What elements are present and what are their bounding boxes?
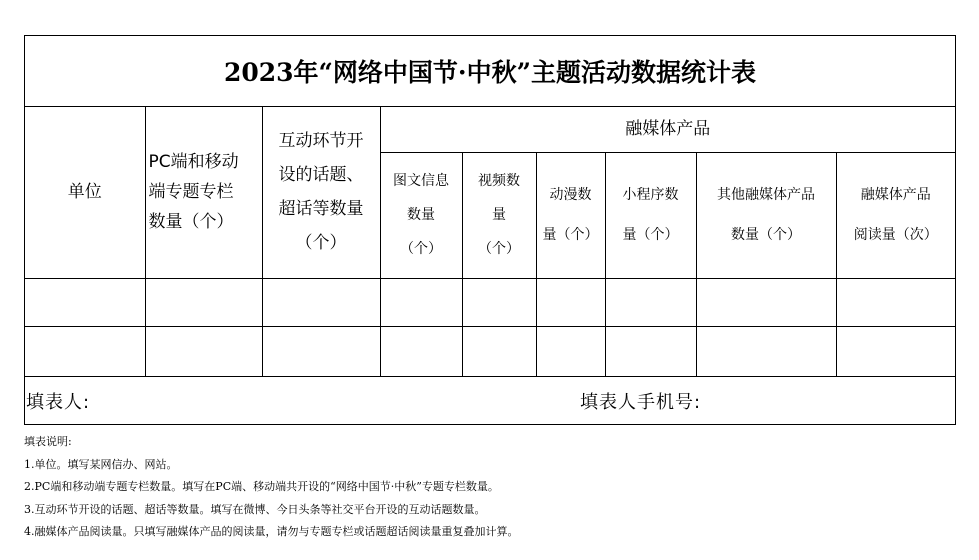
table-cell[interactable]	[536, 278, 605, 326]
header-pc-mobile-columns: PC端和移动 端专题专栏 数量（个）	[145, 106, 262, 278]
table-cell[interactable]	[696, 326, 836, 376]
note-item: 2.PC端和移动端专题专栏数量。填写在PC端、移动端共开设的“网络中国节·中秋”专题专栏数量。	[24, 480, 499, 493]
table-cell[interactable]	[462, 326, 536, 376]
table-cell[interactable]	[536, 326, 605, 376]
statistics-table	[25, 106, 955, 377]
form-title: 2023年“网络中国节·中秋”主题活动数据统计表	[25, 36, 955, 107]
table-cell[interactable]	[25, 326, 145, 376]
note-item: 4.融媒体产品阅读量。只填写融媒体产品的阅读量，请勿与专题专栏或话题超话阅读量重复叠加计算。	[24, 525, 519, 538]
table-row	[25, 278, 955, 326]
table-cell[interactable]	[836, 326, 955, 376]
notes-heading: 填表说明:	[24, 435, 72, 448]
header-animation-count: 动漫数 量（个）	[536, 152, 605, 278]
header-other-media-count: 其他融媒体产品 数量（个）	[696, 152, 836, 278]
header-media-reads: 融媒体产品 阅读量（次）	[836, 152, 955, 278]
form-footer	[25, 376, 955, 424]
table-cell[interactable]	[262, 278, 380, 326]
table-cell[interactable]	[605, 326, 696, 376]
table-cell[interactable]	[605, 278, 696, 326]
form-notes	[24, 431, 519, 544]
table-cell[interactable]	[462, 278, 536, 326]
header-miniprogram-count: 小程序数 量（个）	[605, 152, 696, 278]
table-cell[interactable]	[145, 278, 262, 326]
header-media-products: 融媒体产品	[380, 106, 955, 152]
filler-label: 填表人:	[26, 392, 91, 413]
table-cell[interactable]	[836, 278, 955, 326]
header-graphic-count: 图文信息 数量 （个）	[380, 152, 462, 278]
table-cell[interactable]	[380, 326, 462, 376]
table-row	[25, 326, 955, 376]
table-cell[interactable]	[145, 326, 262, 376]
header-video-count: 视频数 量 （个）	[462, 152, 536, 278]
table-cell[interactable]	[696, 278, 836, 326]
header-unit: 单位	[25, 106, 145, 278]
statistics-form	[24, 35, 956, 425]
note-item: 3.互动环节开设的话题、超话等数量。填写在微博、今日头条等社交平台开设的互动话题数量。	[24, 502, 486, 516]
table-cell[interactable]	[262, 326, 380, 376]
note-item: 1.单位。填写某网信办、网站。	[24, 457, 178, 471]
table-cell[interactable]	[25, 278, 145, 326]
header-interactive-topics: 互动环节开 设的话题、 超话等数量 （个）	[262, 106, 380, 278]
filler-phone-label: 填表人手机号:	[580, 392, 702, 413]
table-cell[interactable]	[380, 278, 462, 326]
